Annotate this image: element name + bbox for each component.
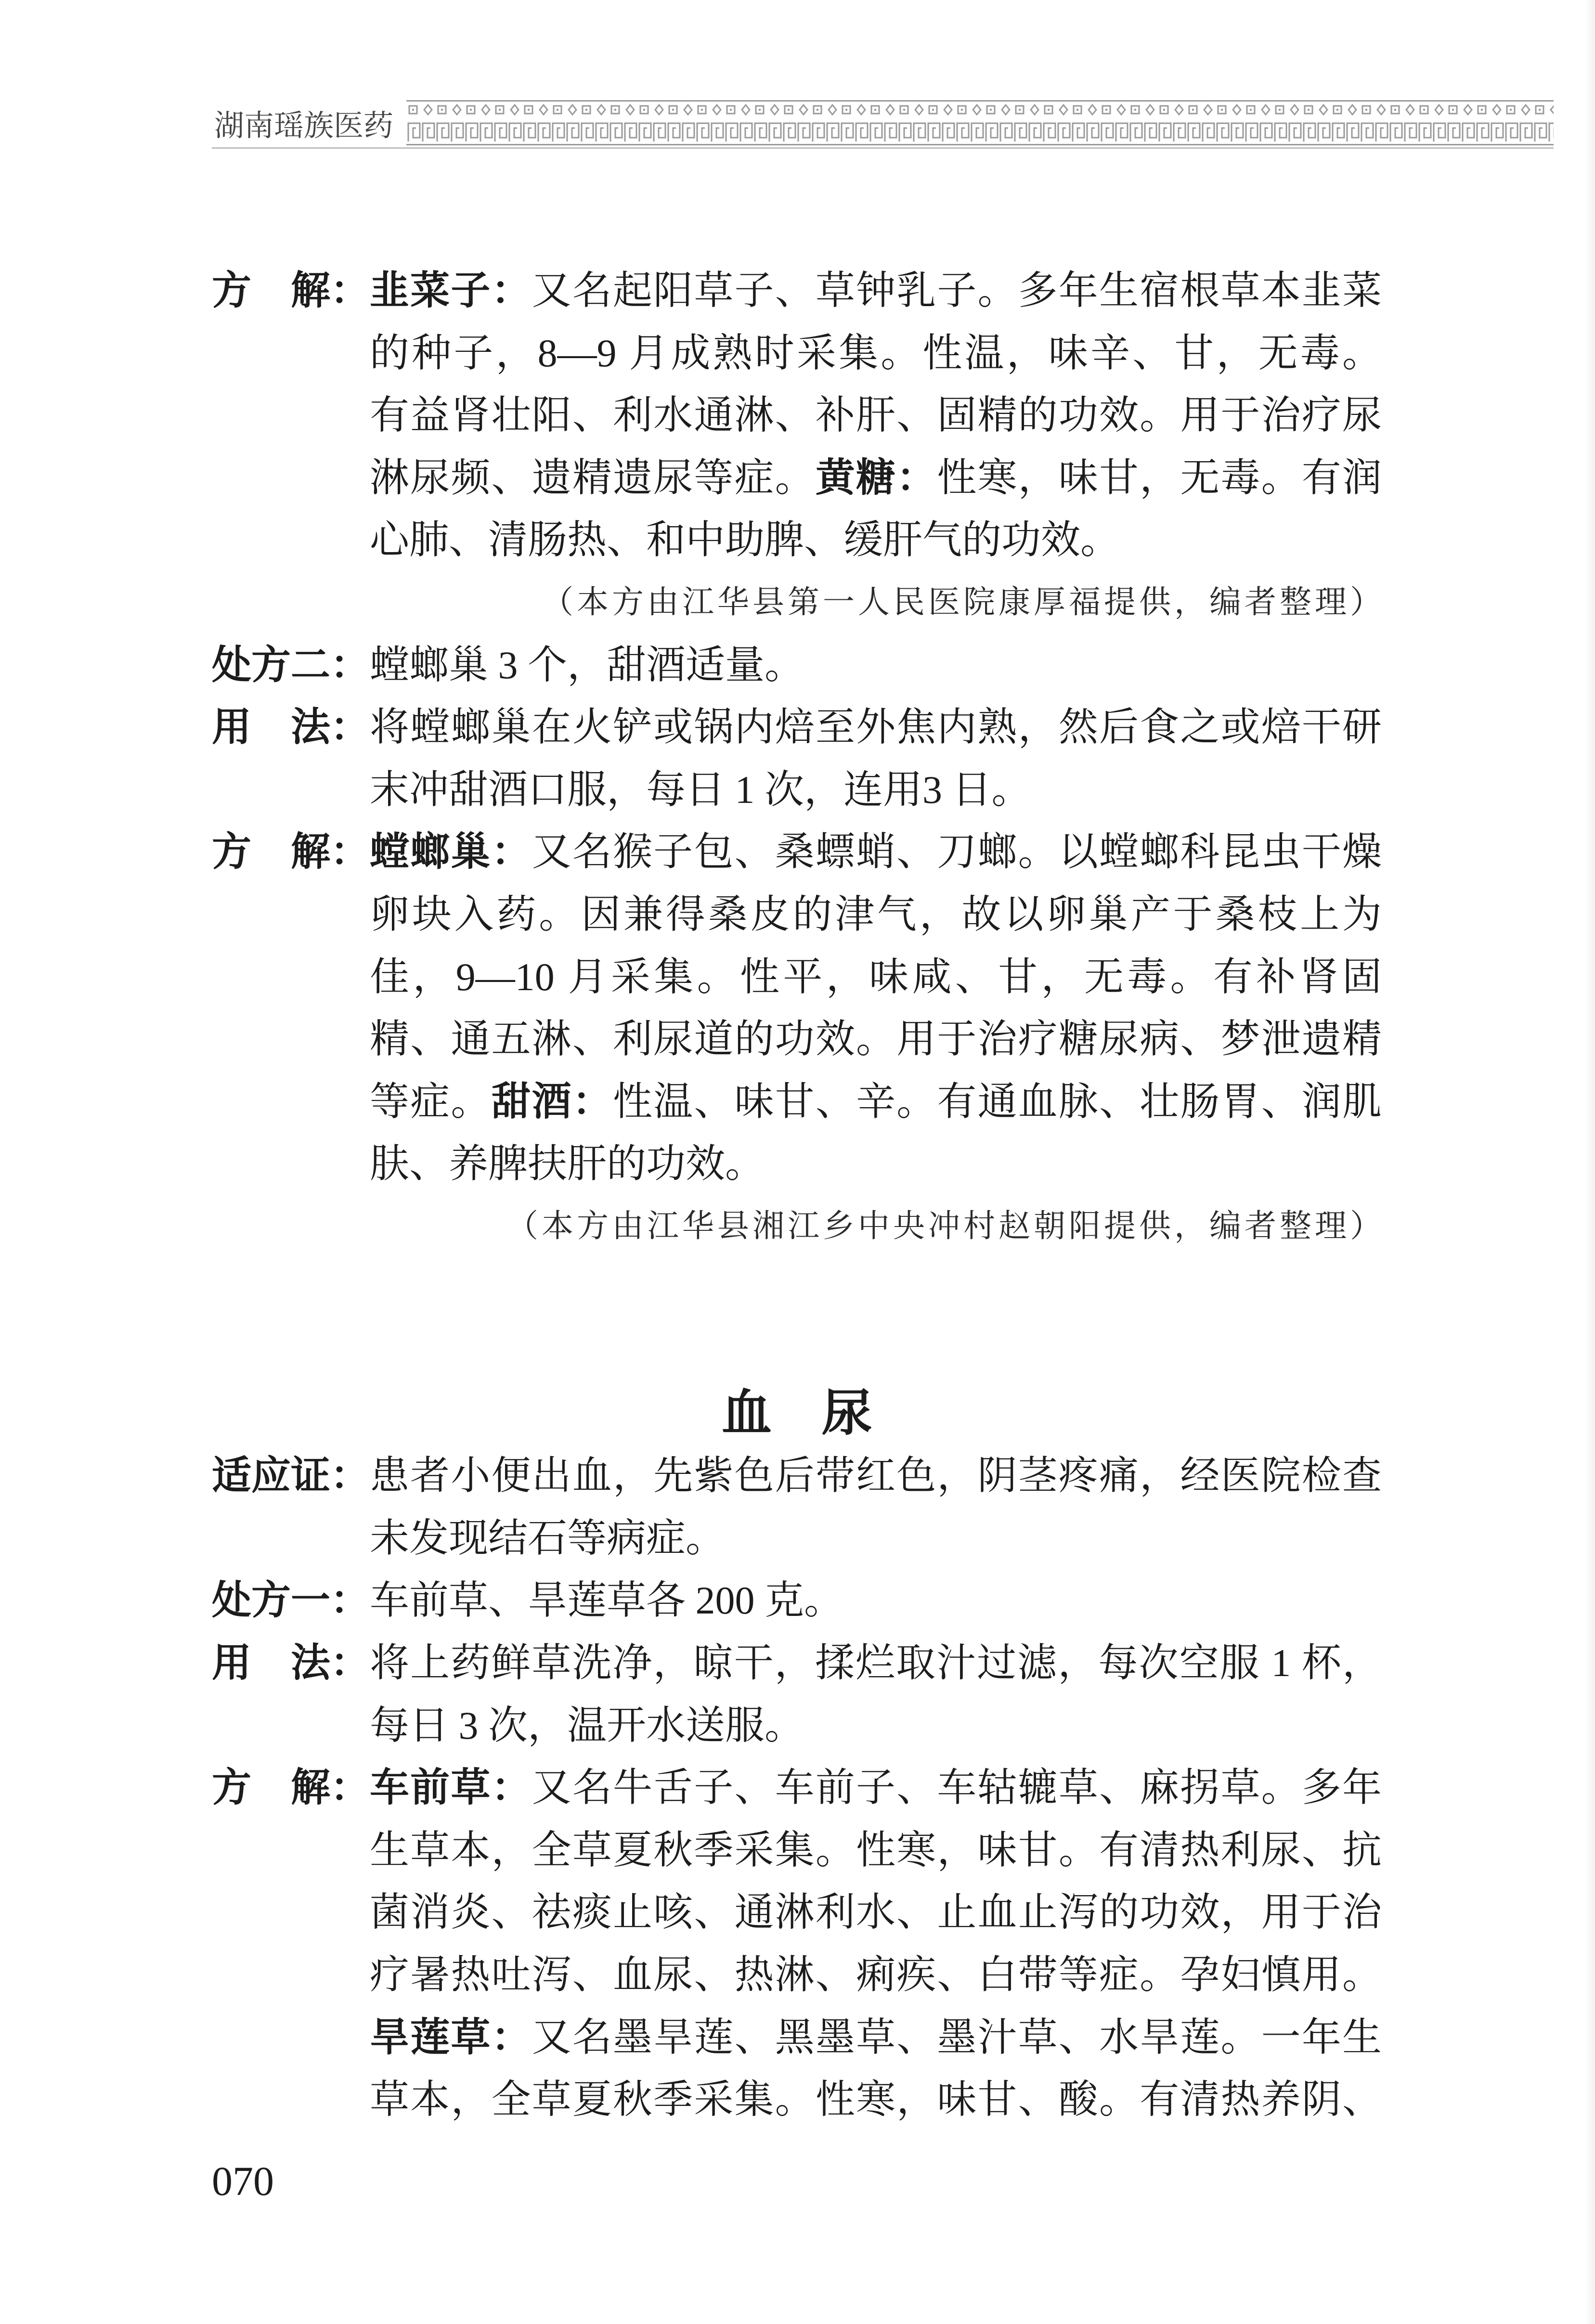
entry-content — [370, 696, 1382, 821]
entry-content — [370, 1569, 1382, 1632]
header-rule — [212, 147, 1554, 149]
section-spacer — [212, 1258, 1382, 1382]
herb-name-term: 黄糖： — [815, 454, 937, 501]
entry-content — [370, 259, 1382, 571]
entry-label: 适应证： — [212, 1453, 370, 1499]
text-line — [370, 1694, 1382, 1757]
text-segment: 又名猴子包、桑螵蛸、刀螂。以螳螂科昆虫干燥 — [532, 830, 1382, 874]
text-line — [370, 946, 1382, 1008]
entry-content — [370, 1756, 1382, 2131]
text-segment: 将上药鲜草洗净，晾干，揉烂取汁过滤，每次空服 1 杯， — [370, 1641, 1382, 1685]
text-segment: 等症。 — [370, 1079, 492, 1123]
text-segment: 又名墨旱莲、黑墨草、墨汁草、水旱莲。一年生 — [532, 2015, 1382, 2059]
text-segment: 未发现结石等病症。 — [370, 1516, 726, 1560]
text-segment: 性寒，味甘，无毒。有润 — [937, 455, 1382, 500]
text-line — [370, 1819, 1382, 1882]
text-line — [370, 447, 1382, 509]
text-line — [370, 1507, 1382, 1570]
text-line — [370, 634, 1382, 697]
herb-name-term: 螳螂巢： — [370, 829, 532, 875]
text-line — [370, 1008, 1382, 1071]
prescription-entry — [212, 1569, 1382, 1632]
usage-entry — [212, 696, 1382, 821]
entry-content — [370, 1445, 1382, 1569]
page-body — [212, 259, 1385, 2131]
text-segment: 的种子，8—9 月成熟时采集。性温，味辛、甘，无毒。 — [370, 331, 1382, 375]
text-segment: 患者小便出血，先紫色后带红色，阴茎疼痛，经医院检查 — [370, 1454, 1382, 1498]
herb-name-term: 韭菜子： — [370, 268, 532, 313]
herb-name-term: 甜酒： — [491, 1078, 613, 1124]
ornament-pattern-fill — [406, 99, 1554, 147]
source-note: （本方由江华县湘江乡中央冲村赵朝阳提供，编者整理） — [506, 1208, 1385, 1244]
text-line — [370, 322, 1382, 385]
text-segment: 心肺、清肠热、和中助脾、缓肝气的功效。 — [370, 518, 1120, 562]
text-line — [370, 384, 1382, 447]
text-segment: 又名起阳草子、草钟乳子。多年生宿根草本韭菜 — [532, 269, 1382, 312]
text-segment: 淋尿频、遗精遗尿等症。 — [370, 455, 816, 500]
text-line — [370, 1944, 1382, 2006]
explanation-entry — [212, 1756, 1382, 2131]
running-head: 湖南瑶族医药 — [214, 108, 394, 143]
text-line — [370, 821, 1382, 883]
text-segment: 疗暑热吐泻、血尿、热淋、痢疾、白带等症。孕妇慎用。 — [370, 1953, 1382, 1997]
text-segment: 菌消炎、祛痰止咳、通淋利水、止血止泻的功效，用于治 — [370, 1890, 1382, 1935]
text-line — [370, 1569, 1382, 1632]
entry-label: 方 解： — [212, 268, 370, 313]
source-note: （本方由江华县第一人民医院康厚福提供，编者整理） — [542, 584, 1385, 620]
herb-name-term: 旱莲草： — [370, 2014, 532, 2060]
page-number: 070 — [212, 2158, 274, 2204]
text-segment: 每日 3 次，温开水送服。 — [370, 1703, 804, 1747]
page-edge-shadow — [1585, 0, 1595, 2324]
text-line — [370, 696, 1382, 759]
text-segment: 螳螂巢 3 个，甜酒适量。 — [370, 643, 804, 687]
entry-label: 方 解： — [212, 829, 370, 875]
text-line — [370, 883, 1382, 946]
text-line — [370, 1445, 1382, 1507]
entry-label: 用 法： — [212, 704, 370, 750]
text-line — [370, 1881, 1382, 1944]
text-segment: 佳，9—10 月采集。性平，味咸、甘，无毒。有补肾固 — [370, 955, 1382, 999]
usage-entry — [212, 1632, 1382, 1756]
text-segment: 将螳螂巢在火铲或锅内焙至外焦内熟，然后食之或焙干研 — [370, 705, 1382, 749]
entry-label: 处方一： — [212, 1577, 370, 1624]
text-line — [370, 759, 1382, 821]
text-line — [370, 1756, 1382, 1819]
entry-content — [370, 1632, 1382, 1756]
text-segment: 末冲甜酒口服，每日 1 次，连用3 日。 — [370, 767, 1031, 812]
text-line — [370, 509, 1382, 571]
text-segment: 生草本，全草夏秋季采集。性寒，味甘。有清热利尿、抗 — [370, 1828, 1382, 1872]
text-segment: 草本，全草夏秋季采集。性寒，味甘、酸。有清热养阴、 — [370, 2078, 1382, 2122]
text-segment: 有益肾壮阳、利水通淋、补肝、固精的功效。用于治疗尿 — [370, 393, 1382, 438]
text-segment: 卵块入药。因兼得桑皮的津气，故以卵巢产于桑枝上为 — [370, 892, 1382, 936]
entry-label: 方 解： — [212, 1765, 370, 1811]
text-line — [370, 1071, 1382, 1133]
text-segment: 肤、养脾扶肝的功效。 — [370, 1142, 765, 1186]
text-line — [370, 1632, 1382, 1694]
explanation-entry — [212, 821, 1382, 1195]
header-ornament-band — [406, 99, 1554, 147]
section-title: 血 尿 — [721, 1385, 872, 1441]
prescription-entry — [212, 634, 1382, 697]
entry-label: 处方二： — [212, 642, 370, 688]
text-line — [370, 2068, 1382, 2131]
entry-content — [370, 821, 1382, 1195]
text-segment: 又名牛舌子、车前子、车轱辘草、麻拐草。多年 — [532, 1766, 1382, 1810]
text-segment: 性温、味甘、辛。有通血脉、壮肠胃、润肌 — [613, 1079, 1382, 1123]
text-segment: 精、通五淋、利尿道的功效。用于治疗糖尿病、梦泄遗精 — [370, 1017, 1382, 1061]
text-line — [370, 259, 1382, 322]
explanation-entry — [212, 259, 1382, 571]
text-segment: 车前草、旱莲草各 200 克。 — [370, 1578, 844, 1623]
entry-content — [370, 634, 1382, 697]
herb-name-term: 车前草： — [370, 1765, 532, 1811]
indications-entry — [212, 1445, 1382, 1569]
entry-label: 用 法： — [212, 1640, 370, 1686]
text-line — [370, 1133, 1382, 1195]
text-line — [370, 2006, 1382, 2069]
